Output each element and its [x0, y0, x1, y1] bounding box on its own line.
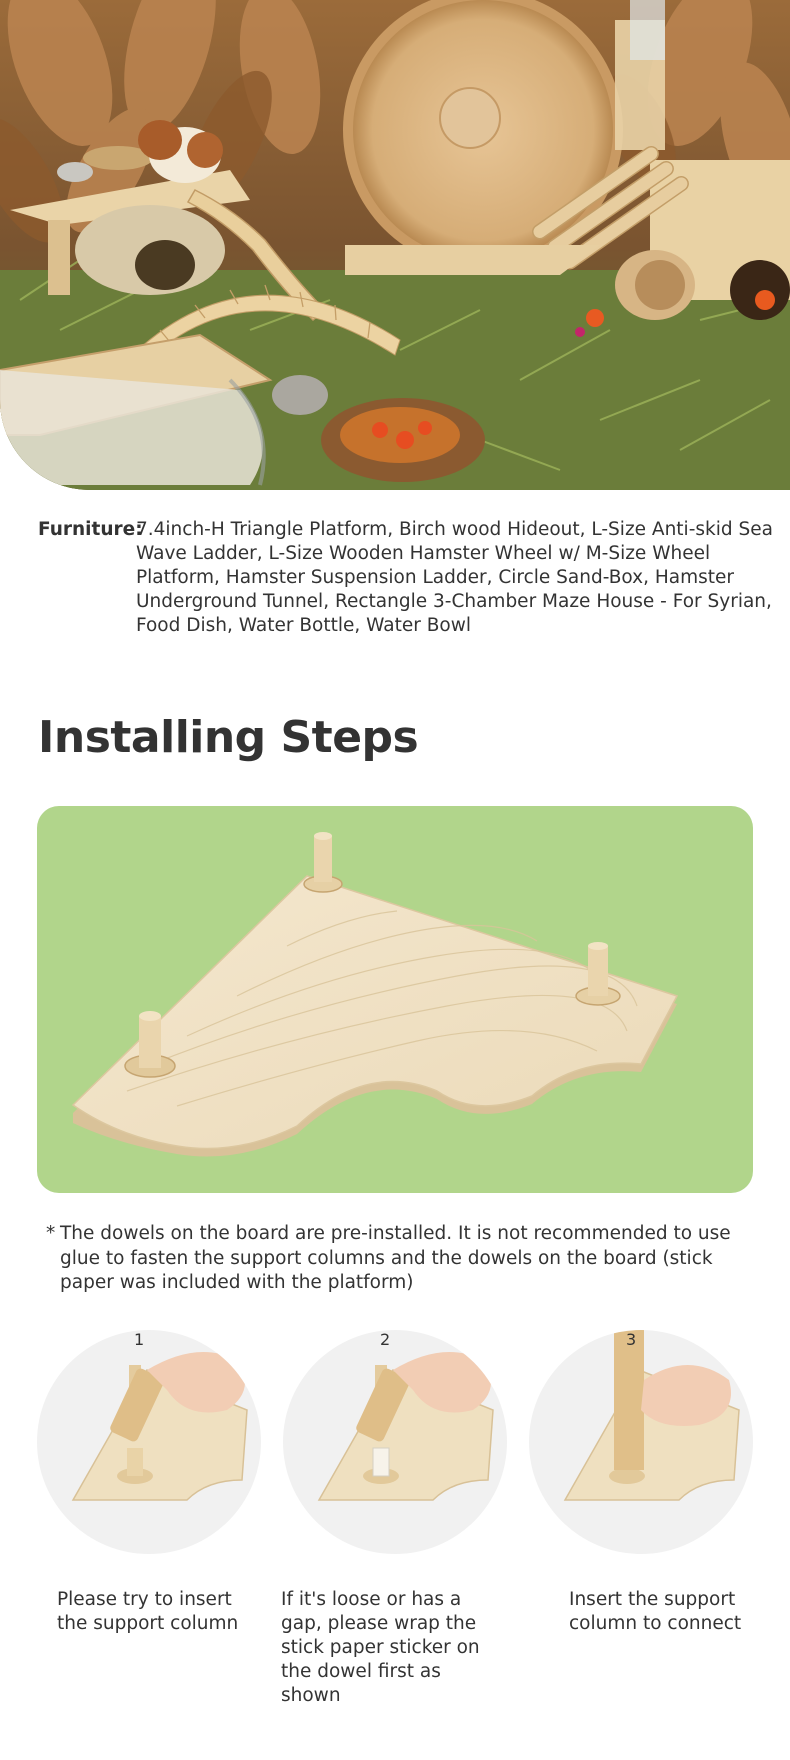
step-1-badge: 1	[134, 1330, 145, 1349]
platform-board-image	[37, 806, 753, 1193]
step-2-circle	[283, 1330, 507, 1554]
dowel-top	[304, 832, 342, 892]
furniture-text: 7.4inch-H Triangle Platform, Birch wood Hideout, L-Size Anti-skid Sea Wave Ladder, L-Size Wooden Hamster Wheel w/ M-Size Wheel Platform, Hamster Suspension Ladder, Circle Sand-Box, Hamster Underground Tunnel, Rectangle 3-Chamber Maze House - For Syrian, Food Dish, Water Bottle, Water Bowl	[136, 519, 773, 636]
step-1-illustration	[37, 1330, 261, 1554]
furniture-list	[38, 518, 778, 638]
step-1-text: Please try to insert the support column	[57, 1589, 239, 1634]
hero-illustration	[0, 0, 790, 490]
installation-note	[46, 1222, 766, 1296]
section-title: Installing Steps	[38, 712, 419, 763]
note-text: The dowels on the board are pre-installed. It is not recommended to use glue to fasten the support columns and the dowels on the board (stick paper was included with the platform)	[60, 1223, 731, 1293]
step-2-text: If it's loose or has a gap, please wrap the stick paper sticker on the dowel first as shown	[281, 1589, 480, 1706]
platform-board-illustration	[37, 806, 753, 1193]
step-1-circle	[37, 1330, 261, 1554]
step-3-text: Insert the support column to connect	[569, 1589, 742, 1634]
step-2-illustration	[283, 1330, 507, 1554]
step-2-badge: 2	[380, 1330, 391, 1349]
note-asterisk: *	[46, 1223, 56, 1244]
step-3-badge: 3	[626, 1330, 637, 1349]
step-3-illustration	[529, 1330, 753, 1554]
step-3-circle	[529, 1330, 753, 1554]
furniture-label: Furniture:	[38, 519, 143, 540]
hero-photo	[0, 0, 790, 490]
